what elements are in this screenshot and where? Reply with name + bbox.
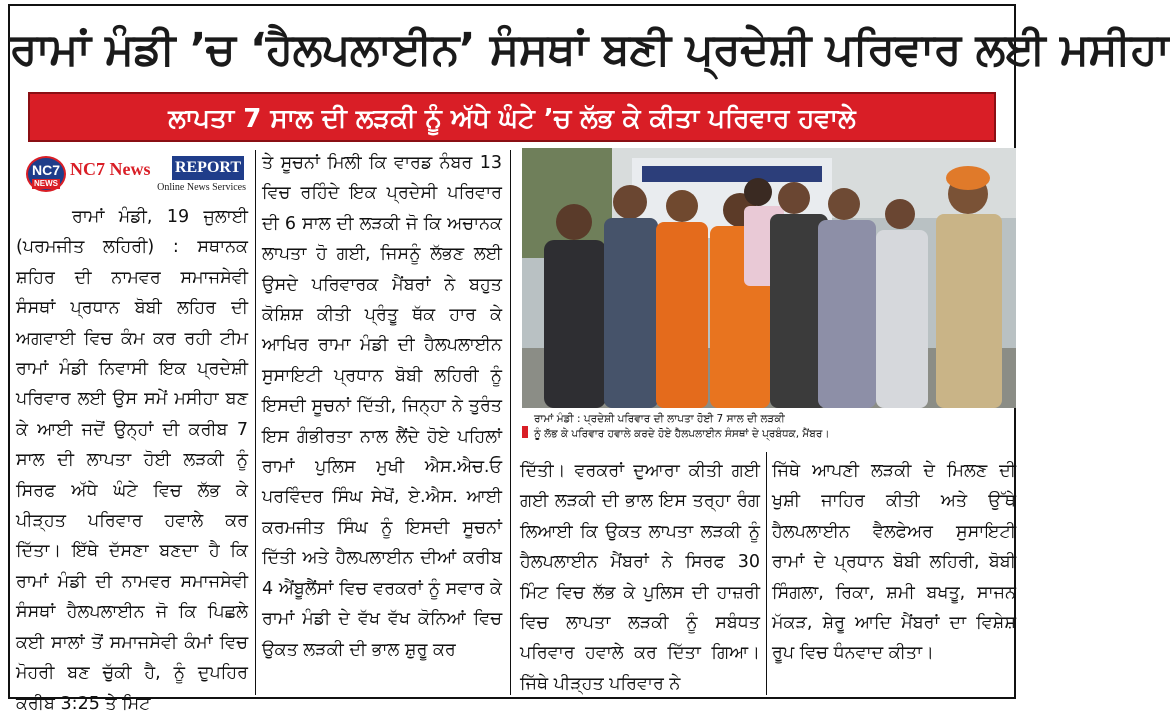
news-photo (522, 148, 1016, 408)
caption-line: ਰਾਮਾਂ ਮੰਡੀ : ਪ੍ਰਦੇਸ਼ੀ ਪਰਿਵਾਰ ਦੀ ਲਾਪਤਾ ਹੋਈ 7 ਸਾਲ ਦੀ ਲੜਕੀ (534, 413, 785, 425)
column-divider (766, 452, 767, 695)
caption-line: ਨੂੰ ਲੱਭ ਕੇ ਪਰਿਵਾਰ ਹਵਾਲੇ ਕਰਦੇ ਹੋਏ ਹੈਲਪਲਾਈਨ ਸੰਸਥਾਂ ਦੇ ਪ੍ਰਬੰਧਕ, ਮੈਂਬਰ। (534, 428, 830, 440)
article-paragraph: ਦਿੱਤੀ। ਵਰਕਰਾਂ ਦੁਆਰਾ ਕੀਤੀ ਗਈ ਗਈ ਲੜਕੀ ਦੀ ਭਾਲ ਇਸ ਤਰ੍ਹਾ ਰੰਗ ਲਿਆਈ ਕਿ ਉਕਤ ਲਾਪਤਾ ਲੜਕੀ ਨੂੰ ਹੈਲਪਲਾਈਨ ਮੈਂਬਰਾਂ ਨੇ ਸਿਰਫ 30 ਮਿੰਟ ਵਿਚ ਲੱਭ ਕੇ ਪੁਲਿਸ ਦੀ ਹਾਜ਼ਰੀ ਵਿਚ ਲਾਪਤਾ ਲੜਕੀ ਨੂੰ ਸਬੰਧਤ ਪਰਿਵਾਰ ਹਵਾਲੇ ਕਰ ਦਿੱਤਾ ਗਿਆ। ਜਿੱਥੇ ਪੀੜ੍ਹਤ ਪਰਿਵਾਰ ਨੇ (520, 461, 760, 694)
logo-mark-sub: NEWS (34, 179, 58, 188)
nc7-logo-icon (26, 156, 66, 192)
caption-marker (522, 426, 528, 438)
logo-tagline: Online News Services (157, 182, 246, 193)
logo-name: NC7 News (70, 159, 151, 179)
subheadline-banner: ਲਾਪਤਾ 7 ਸਾਲ ਦੀ ਲੜਕੀ ਨੂੰ ਅੱਧੇ ਘੰਟੇ ’ਚ ਲੱਭ ਕੇ ਕੀਤਾ ਪਰਿਵਾਰ ਹਵਾਲੇ (28, 92, 996, 142)
logo-report-badge: REPORT (172, 156, 244, 180)
photo-caption (522, 412, 1016, 448)
article-column-2 (262, 148, 502, 697)
article-column-3 (520, 456, 760, 697)
group-photo-illustration (522, 148, 1016, 408)
article-paragraph: ਰਾਮਾਂ ਮੰਡੀ, 19 ਜੁਲਾਈ (ਪਰਮਜੀਤ ਲਹਿਰੀ) : ਸਥਾਨਕ ਸ਼ਹਿਰ ਦੀ ਨਾਮਵਰ ਸਮਾਜਸੇਵੀ ਸੰਸਥਾਂ ਪ੍ਰਧਾਨ ਬੋਬੀ ਲਹਿਰ ਦੀ ਅਗਵਾਈ ਵਿਚ ਕੰਮ ਕਰ ਰਹੀ ਟੀਮ ਰਾਮਾਂ ਮੰਡੀ ਨਿਵਾਸੀ ਇਕ ਪ੍ਰਦੇਸ਼ੀ ਪਰਿਵਾਰ ਲਈ ਉਸ ਸਮੇਂ ਮਸੀਹਾ ਬਣ ਕੇ ਆਈ ਜਦੋਂ ਉਨ੍ਹਾਂ ਦੀ ਕਰੀਬ 7 ਸਾਲ ਦੀ ਲਾਪਤਾ ਹੋਈ ਲੜਕੀ ਨੂੰ ਸਿਰਫ ਅੱਧੇ ਘੰਟੇ ਵਿਚ ਲੱਭ ਕੇ ਪੀੜ੍ਹਤ ਪਰਿਵਾਰ ਹਵਾਲੇ ਕਰ ਦਿੱਤਾ। ਇੱਥੇ ਦੱਸਣਾ ਬਣਦਾ ਹੈ ਕਿ ਰਾਮਾਂ ਮੰਡੀ ਦੀ ਨਾਮਵਰ ਸਮਾਜਸੇਵੀ ਸੰਸਥਾਂ ਹੈਲਪਲਾਈਨ ਜੋ ਕਿ ਪਿਛਲੇ ਕਈ ਸਾਲਾਂ ਤੋਂ ਸਮਾਜਸੇਵੀ ਕੰਮਾਂ ਵਿਚ ਮੋਹਰੀ ਬਣ ਚੁੱਕੀ ਹੈ, ਨੂੰ ਦੁਪਹਿਰ ਕਰੀਬ 3:25 ਤੇ ਮਿਟ (16, 207, 248, 714)
logo-mark-text: NC7 (31, 162, 60, 178)
column-divider (255, 150, 256, 695)
nc7-news-logo (20, 152, 246, 196)
article-paragraph: ਤੇ ਸੂਚਨਾਂ ਮਿਲੀ ਕਿ ਵਾਰਡ ਨੰਬਰ 13 ਵਿਚ ਰਹਿੰਦੇ ਇਕ ਪ੍ਰਦੇਸੀ ਪਰਿਵਾਰ ਦੀ 6 ਸਾਲ ਦੀ ਲੜਕੀ ਜੋ ਕਿ ਅਚਾਨਕ ਲਾਪਤਾ ਹੋ ਗਈ, ਜਿਸਨੂੰ ਲੱਭਣ ਲਈ ਉਸਦੇ ਪਰਿਵਾਰਕ ਮੈਂਬਰਾਂ ਨੇ ਬਹੁਤ ਕੋਸ਼ਿਸ਼ ਕੀਤੀ ਪ੍ਰੰਤੂ ਥੱਕ ਹਾਰ ਕੇ ਆਖਿਰ ਰਾਮਾ ਮੰਡੀ ਦੀ ਹੈਲਪਲਾਈਨ ਸੁਸਾਇਟੀ ਪ੍ਰਧਾਨ ਬੋਬੀ ਲਹਿਰੀ ਨੂੰ ਇਸਦੀ ਸੂਚਨਾਂ ਦਿੱਤੀ, ਜਿਨ੍ਹਾ ਨੇ ਤੁਰੰਤ ਇਸ ਗੰਭੀਰਤਾ ਨਾਲ ਲੈਂਦੇ ਹੋਏ ਪਹਿਲਾਂ ਰਾਮਾਂ ਪੁਲਿਸ ਮੁਖੀ ਐਸ.ਐਚ.ਓ ਪਰਵਿੰਦਰ ਸਿੰਘ ਸੇਖੋਂ, ਏ.ਐਸ. ਆਈ ਕਰਮਜੀਤ ਸਿੰਘ ਨੂੰ ਇਸਦੀ ਸੂਚਨਾਂ ਦਿੱਤੀ ਅਤੇ ਹੈਲਪਲਾਈਨ ਦੀਆਂ ਕਰੀਬ 4 ਐਂਬੂਲੈਂਸਾਂ ਵਿਚ ਵਰਕਰਾਂ ਨੂੰ ਸਵਾਰ ਕੇ ਰਾਮਾਂ ਮੰਡੀ ਦੇ ਵੱਖ ਵੱਖ ਕੋਨਿਆਂ ਵਿਚ ਉਕਤ ਲੜਕੀ ਦੀ ਭਾਲ ਸ਼ੁਰੂ ਕਰ (262, 153, 502, 660)
headline: ਰਾਮਾਂ ਮੰਡੀ ’ਚ ‘ਹੈਲਪਲਾਈਨ’ ਸੰਸਥਾਂ ਬਣੀ ਪ੍ਰਦੇਸ਼ੀ ਪਰਿਵਾਰ ਲਈ ਮਸੀਹਾ (10, 24, 1170, 75)
article-column-4 (772, 456, 1016, 697)
article-paragraph: ਜਿੱਥੇ ਆਪਣੀ ਲੜਕੀ ਦੇ ਮਿਲਣ ਦੀ ਖੁਸ਼ੀ ਜਾਹਿਰ ਕੀਤੀ ਅਤੇ ਉੱਥੇ ਹੈਲਪਲਾਈਨ ਵੈਲਫੇਅਰ ਸੁਸਾਇਟੀ ਰਾਮਾਂ ਦੇ ਪ੍ਰਧਾਨ ਬੋਬੀ ਲਹਿਰੀ, ਬੋਬੀ ਸਿੰਗਲਾ, ਰਿਕਾ, ਸ਼ਮੀ ਬਖਤੂ, ਸਾਜਨ ਮੱਕੜ, ਸ਼ੇਰੂ ਆਦਿ ਮੈਂਬਰਾਂ ਦਾ ਵਿਸ਼ੇਸ਼ ਰੂਪ ਵਿਚ ਧੰਨਵਾਦ ਕੀਤਾ। (772, 461, 1016, 664)
article-column-1 (16, 202, 248, 714)
column-divider (510, 150, 511, 695)
